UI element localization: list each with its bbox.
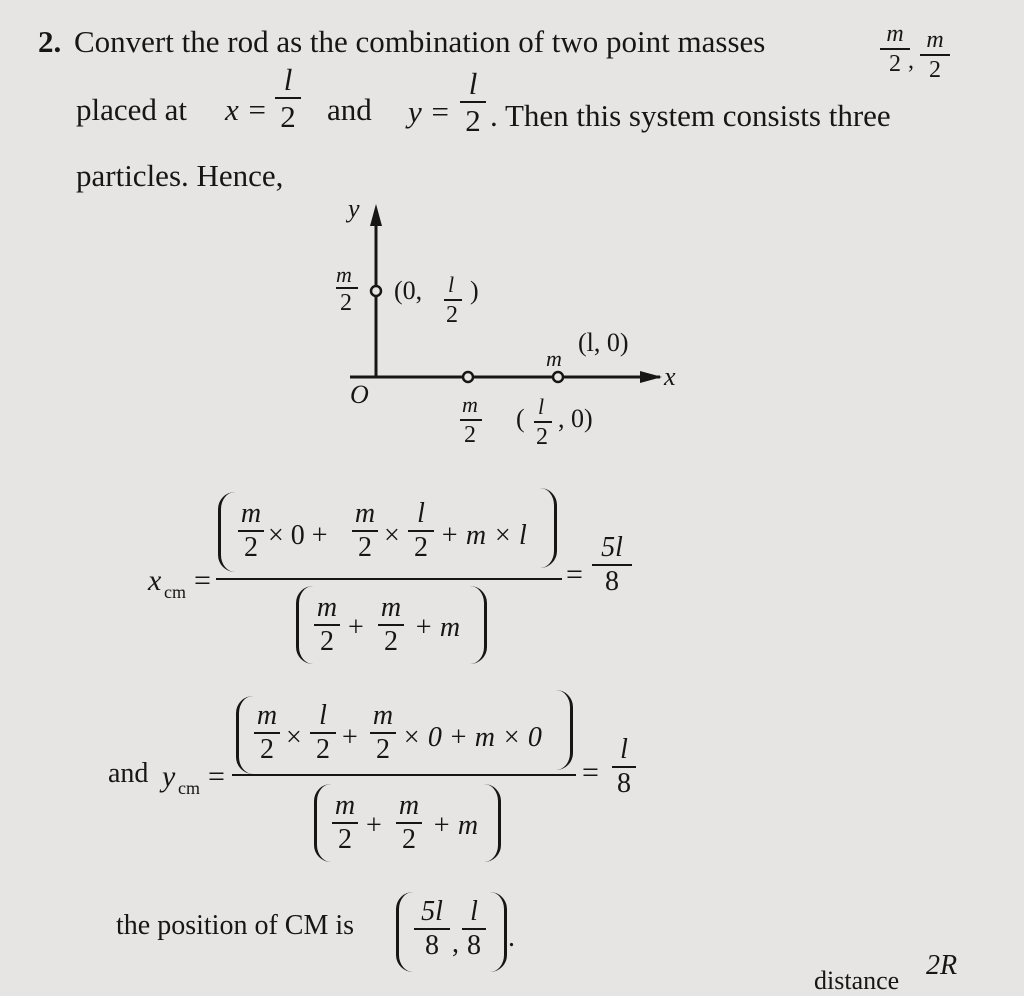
placed-at-text: placed at xyxy=(76,92,188,127)
xcm-sub: cm xyxy=(164,582,186,602)
xcm-eq2: = xyxy=(566,558,583,591)
ycm-result xyxy=(612,736,636,798)
xcm-den-frac1 xyxy=(314,594,340,656)
ycm-lhs: y xyxy=(162,760,176,793)
p2-mass-num: m xyxy=(462,392,478,417)
denominator: 2 xyxy=(316,734,330,765)
xcm-result xyxy=(592,534,632,596)
numerator: m xyxy=(334,790,356,821)
ycm-sub: cm xyxy=(178,778,200,798)
point-marker-1 xyxy=(371,286,381,296)
p3-coord: (l, 0) xyxy=(578,328,629,357)
denominator: 8 xyxy=(467,930,481,961)
numerator: m xyxy=(240,498,262,529)
paren-left xyxy=(314,784,331,862)
denominator: 2 xyxy=(465,103,481,138)
paragraph-line-1: Convert the rod as the combination of two point masses xyxy=(74,24,766,59)
p1-coord-num: l xyxy=(448,272,455,297)
denominator: 2 xyxy=(358,532,372,563)
denominator: 2 xyxy=(280,99,296,134)
denominator: 2 xyxy=(376,734,390,765)
numerator: 5l xyxy=(421,896,443,927)
footer-partial-text: distance xyxy=(814,966,900,995)
problem-number: 2. xyxy=(38,24,62,59)
x-equals: x = xyxy=(225,92,268,127)
origin-label: O xyxy=(350,380,369,409)
point-marker-2 xyxy=(463,372,473,382)
numerator: m xyxy=(372,700,394,731)
paren-left xyxy=(218,492,235,572)
x-axis-arrow-icon xyxy=(640,371,662,383)
ycm-num-times: × xyxy=(286,722,302,753)
p1-mass-num: m xyxy=(336,262,352,287)
numerator: l xyxy=(620,734,628,765)
paren-right xyxy=(470,586,487,664)
denominator: 2 xyxy=(889,51,901,77)
y-axis-arrow-icon xyxy=(370,204,382,226)
ycm-den-plus: + xyxy=(366,810,382,841)
y-equals: y = xyxy=(408,94,451,129)
p1-coord-close: ) xyxy=(470,276,479,305)
numerator: 5l xyxy=(601,532,623,563)
paren-left xyxy=(236,696,253,774)
ycm-den-rest: + m xyxy=(432,810,479,841)
ycm-num-frac2 xyxy=(310,702,336,764)
numerator: m xyxy=(926,27,944,53)
ycm-den-frac2 xyxy=(396,792,422,854)
denominator: 2 xyxy=(414,532,428,563)
denominator: 8 xyxy=(605,566,619,597)
ycm-main-fraction-bar xyxy=(232,774,576,776)
p1-mass-den: 2 xyxy=(340,290,352,316)
ycm-num-rest: × 0 + m × 0 xyxy=(402,722,542,753)
denominator: 2 xyxy=(338,824,352,855)
ycm-num-plus: + xyxy=(342,722,358,753)
paren-right xyxy=(556,690,573,770)
comma: , xyxy=(908,48,914,74)
numerator: l xyxy=(417,498,425,529)
denominator: 2 xyxy=(260,734,274,765)
p2-coord-open: ( xyxy=(516,404,525,433)
p1-coord-open: (0, xyxy=(394,276,423,305)
cm-y-fraction xyxy=(462,898,486,960)
axis-label-x: x xyxy=(664,362,676,391)
paren-right xyxy=(490,892,507,972)
paren-left xyxy=(296,586,313,664)
xcm-den-frac2 xyxy=(378,594,404,656)
p1-coord-den: 2 xyxy=(446,302,458,328)
denominator: 2 xyxy=(384,626,398,657)
paragraph-line-2-tail: . Then this system consists three xyxy=(490,98,891,133)
xcm-num-term3-rest: + m × l xyxy=(440,520,527,551)
denominator: 2 xyxy=(244,532,258,563)
numerator: m xyxy=(256,700,278,731)
paragraph-line-3: particles. Hence, xyxy=(76,158,284,193)
numerator: m xyxy=(380,592,402,623)
denominator: 2 xyxy=(402,824,416,855)
xcm-num-term1-rest: × 0 + xyxy=(268,520,328,551)
xcm-den-rest: + m xyxy=(414,612,461,643)
xcm-den-plus: + xyxy=(348,612,364,643)
paren-left xyxy=(396,892,413,972)
denominator: 8 xyxy=(425,930,439,961)
xcm-lhs: x xyxy=(148,564,162,597)
numerator: m xyxy=(398,790,420,821)
numerator: l xyxy=(470,896,478,927)
denominator: 2 xyxy=(320,626,334,657)
xcm-main-fraction-bar xyxy=(216,578,562,580)
paren-right xyxy=(540,488,557,568)
ycm-num-frac3 xyxy=(370,702,396,764)
denominator: 8 xyxy=(617,768,631,799)
xcm-num-frac2 xyxy=(352,500,378,562)
xcm-num-times: × xyxy=(384,520,400,551)
cm-dot: . xyxy=(508,922,515,953)
axis-label-y: y xyxy=(348,194,360,223)
ycm-prefix: and xyxy=(108,758,149,789)
xcm-num-frac1 xyxy=(238,500,264,562)
cm-x-fraction xyxy=(414,898,450,960)
point-marker-3 xyxy=(553,372,563,382)
p3-mass: m xyxy=(546,346,562,371)
p2-coord-den: 2 xyxy=(536,424,548,450)
numerator: m xyxy=(354,498,376,529)
numerator: l xyxy=(468,66,478,101)
p2-coord-close: , 0) xyxy=(558,404,593,433)
paren-right xyxy=(484,784,501,862)
p2-mass-den: 2 xyxy=(464,422,476,448)
ycm-eq2: = xyxy=(582,756,599,789)
ycm-den-frac1 xyxy=(332,792,358,854)
xcm-eq: = xyxy=(194,564,211,597)
conclusion-text: the position of CM is xyxy=(116,910,355,941)
and-text: and xyxy=(327,92,372,127)
numerator: m xyxy=(886,21,904,47)
ycm-eq: = xyxy=(208,760,225,793)
ycm-num-frac1 xyxy=(254,702,280,764)
cm-comma: , xyxy=(452,928,459,959)
numerator: l xyxy=(319,700,327,731)
p2-coord-num: l xyxy=(538,394,545,419)
footer-2r: 2R xyxy=(926,950,958,981)
numerator: l xyxy=(283,62,293,97)
denominator: 2 xyxy=(929,57,941,83)
numerator: m xyxy=(316,592,338,623)
xcm-num-frac3 xyxy=(408,500,434,562)
